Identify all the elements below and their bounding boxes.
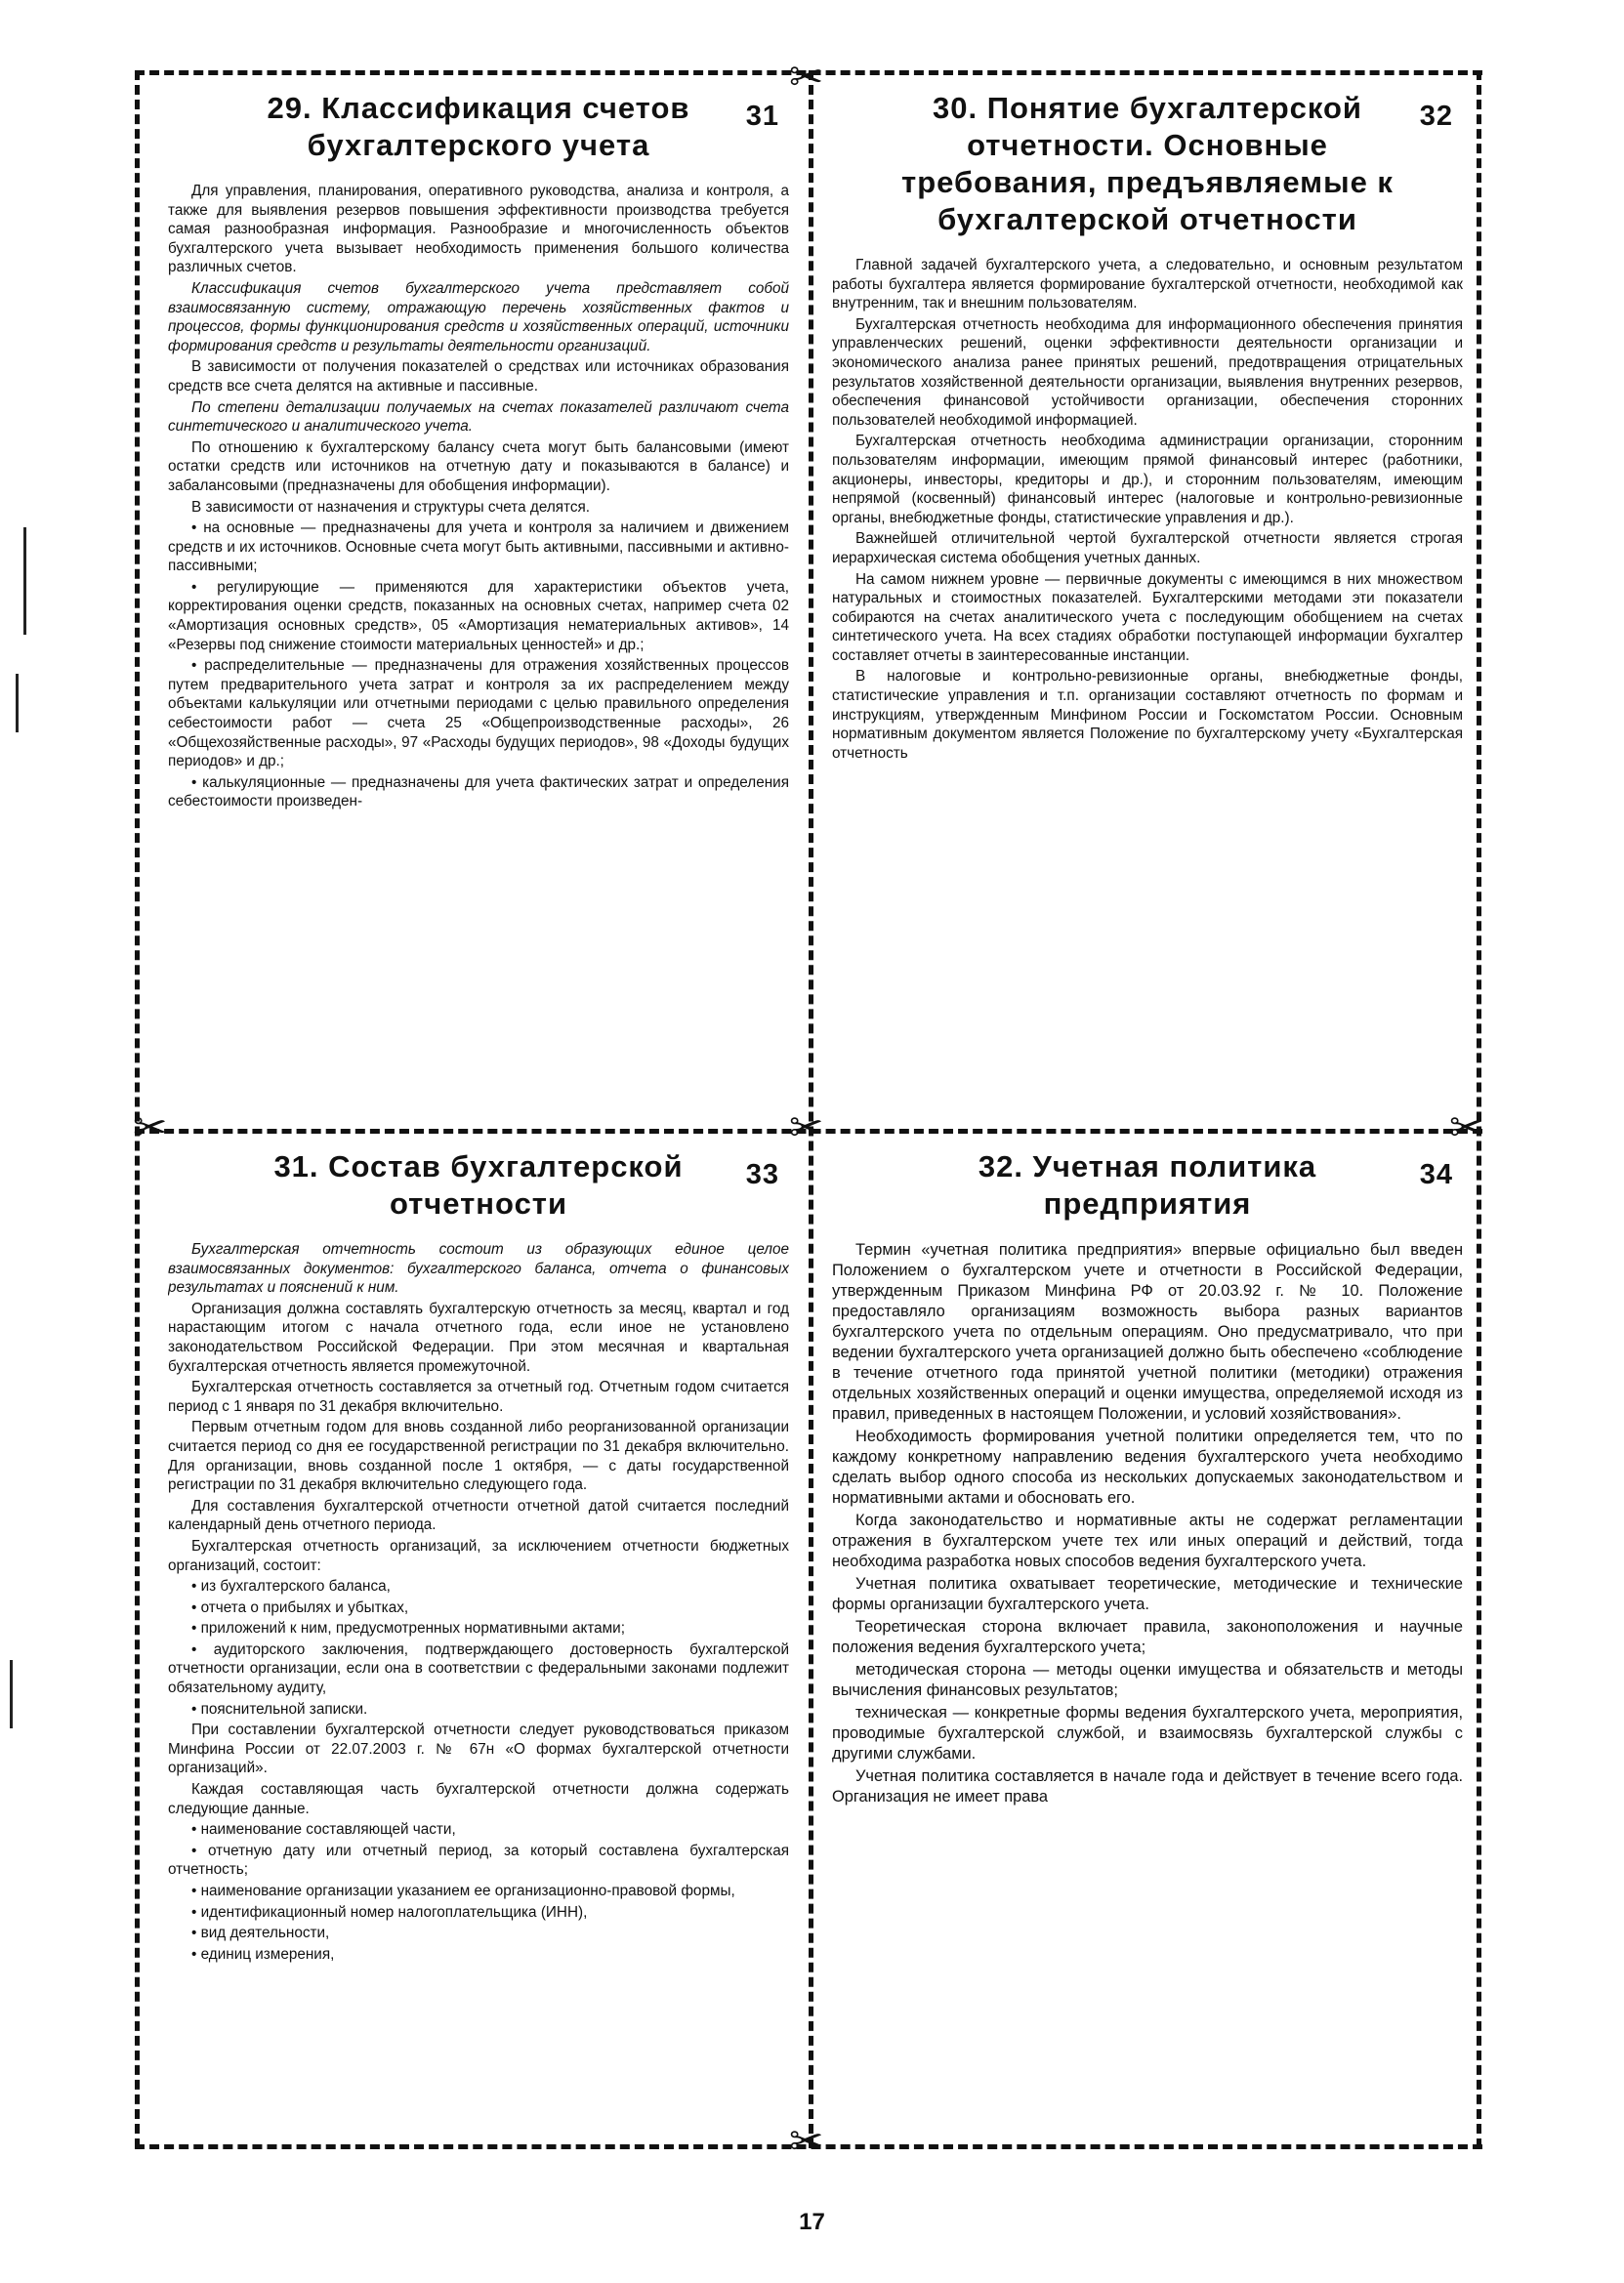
list-item: • идентификационный номер налогоплательщика (ИНН), [191,1903,588,1921]
scan-smudge [23,527,26,635]
list-item: • наименование организации указанием ее организационно-правовой формы, [191,1883,735,1899]
paragraph: Для управления, планирования, оперативного руководства, анализа и контроля, а также для выявления резервов повышения эффективности производства требуется самая разнообразная информация. Разнообразие и многочисленность объектов бухгалтерского учета вызывает необходимость применения большого количества различных счетов. [168,183,789,276]
paragraph: техническая — конкретные формы ведения бухгалтерского учета, мероприятия, проводимые бухгалтерской службой, и взаимосвязь бухгалтерской службы с другими службами. [832,1704,1463,1763]
paragraph: Классификация счетов бухгалтерского учета представляет собой взаимосвязанную систему, отражающую перечень хозяйственных фактов и процессов, формы функционирования средств и хозяйственных операций, источники формирования средств и результаты деятельности организаций. [168,279,789,354]
paragraph: В зависимости от назначения и структуры счета делятся. [191,498,591,516]
card-31 [168,1148,789,2135]
paragraph: методическая сторона — методы оценки имущества и обязательств и методы вычисления финансовых результатов; [832,1661,1463,1699]
paragraph: Важнейшей отличительной чертой бухгалтерской отчетности является строгая иерархическая система обобщения учетных данных. [832,530,1463,566]
paragraph: Бухгалтерская отчетность необходима для информационного обеспечения принятия управленческих решений, оценки эффективности деятельности организации и экономического анализа ранее принятых решений, предотвращения отрицательных результатов хозяйственной деятельности организации, выявления внутренних резервов, обеспечения финансовой устойчивости организации, обеспечения сторонних пользователей необходимой информацией. [832,315,1463,429]
card-number: 34 [1419,1159,1453,1190]
card-32 [832,1148,1463,2135]
card-body [168,1240,789,1964]
paragraph: По отношению к бухгалтерскому балансу счета могут быть балансовыми (имеют остатки средств или источников на отчетную дату и показываются в балансе) и забалансовыми (предназначены для обобщения информации). [168,438,789,494]
card-title [168,1148,789,1223]
scissors-icon: ✂ [1449,1103,1484,1151]
paragraph: Для составления бухгалтерской отчетности отчетной датой считается последний календарный день отчетного периода. [168,1497,789,1534]
paragraph: Бухгалтерская отчетность необходима администрации организации, сторонним пользователям информации, имеющим прямой финансовый интерес (работники, акционеры, инвесторы, кредиторы и др.), и сторонним пользователям, имеющим непрямой (косвенный) финансовый интерес (налоговые и контрольно-ревизионные органы, внебюджетные фонды, статистические управления и др.). [832,433,1463,526]
card-body [832,256,1463,763]
card-30 [832,90,1463,1115]
list-item: • из бухгалтерского баланса, [191,1578,391,1596]
paragraph: В налоговые и контрольно-ревизионные органы, внебюджетные фонды, статистические управления и т.п. организации составляют отчетность по формам и инструкциям, утвержденным Минфином России и Госкомстатом России. Основным нормативным документом является Положение по бухгалтерскому учету «Бухгалтерская отчетность [832,668,1463,762]
scissors-icon: ✂ [789,2117,824,2165]
list-item: • аудиторского заключения, подтверждающего достоверность бухгалтерской отчетности организации, если она в соответствии с федеральными законами подлежит обязательному аудиту, [168,1640,789,1697]
paragraph: Когда законодательство и нормативные акты не содержат регламентации отражения в бухгалтерском учете тех или иных операций и действий, тогда необходима разработка новых способов ведения бухгалтерского учета. [832,1512,1463,1570]
page-number: 17 [799,2209,825,2235]
card-title-text: 29. Классификация счетов бухгалтерского учета [267,91,690,162]
card-title [832,90,1463,238]
list-item: • отчетную дату или отчетный период, за который составлена бухгалтерская отчетность; [168,1842,789,1879]
card-number: 31 [745,101,779,132]
paragraph: Бухгалтерская отчетность состоит из образующих единое целое взаимосвязанных документов: бухгалтерского баланса, отчета о финансовых результатах и пояснений к ним. [168,1241,789,1297]
list-item: • регулирующие — применяются для характеристики объектов учета, корректирования оценки средств, показанных на основных счетах, например счета 02 «Амортизация основных средств», 05 «Амортизация нематериальных активов», 14 «Резервы под снижение стоимости материальных ценностей» и др.; [168,578,789,653]
list-item: • наименование составляющей части, [191,1821,456,1839]
paragraph: Теоретическая сторона включает правила, законоположения и научные положения ведения бухгалтерского учета; [832,1618,1463,1656]
list-item: • отчета о прибылях и убытках, [191,1598,409,1616]
paragraph: Необходимость формирования учетной политики определяется тем, что по каждому конкретному направлению ведения бухгалтерского учета необходимо сделать выбор одного способа из нескольких допускаемых законодательством и нормативными актами и обосновать его. [832,1428,1463,1507]
paragraph: Бухгалтерская отчетность составляется за отчетный год. Отчетным годом считается период с 1 января по 31 декабря включительно. [168,1379,789,1415]
list-item: • распределительные — предназначены для отражения хозяйственных процессов путем предварительного учета затрат и контроля за их распределением между объектами калькуляции или отчетными периодами с целью правильного определения себестоимости работ — счета 25 «Общепроизводственные расходы», 26 «Общехозяйственные расходы», 97 «Расходы будущих периодов», 98 «Доходы будущих периодов» и др.; [168,657,789,770]
card-title [168,90,789,164]
paragraph: На самом нижнем уровне — первичные документы с имеющимся в них множеством натуральных и стоимостных показателей. Бухгалтерскими методами эти показатели собираются на счетах аналитического учета с последующим обобщением на счетах синтетического учета. На всех стадиях обработки поступающей информации бухгалтер составляет отчеты в заинтересованные инстанции. [832,570,1463,664]
scissors-icon: ✂ [789,53,824,101]
flashcard-sheet [133,53,1484,2165]
paragraph: Учетная политика охватывает теоретические, методические и технические формы организации бухгалтерского учета. [832,1575,1463,1613]
list-item: • вид деятельности, [191,1925,330,1942]
scissors-icon: ✂ [789,1103,824,1151]
card-title-text: 32. Учетная политика предприятия [978,1149,1317,1221]
paragraph: По степени детализации получаемых на счетах показателей различают счета синтетического и аналитического учета. [168,398,789,436]
list-item: • пояснительной записки. [191,1700,368,1718]
card-number: 33 [745,1159,779,1190]
card-title [832,1148,1463,1223]
card-29 [168,90,789,1115]
card-title-text: 31. Состав бухгалтерской отчетности [273,1149,684,1221]
paragraph: Учетная политика составляется в начале года и действует в течение всего года. Организация не имеет права [832,1767,1463,1806]
list-item: • приложений к ним, предусмотренных нормативными актами; [191,1620,625,1638]
list-item: • на основные — предназначены для учета и контроля за наличием и движением средств и их источников. Основные счета могут быть активными, пассивными и активно-пассивными; [168,519,789,575]
paragraph: Термин «учетная политика предприятия» впервые официально был введен Положением о бухгалтерском учете и отчетности в Российской Федерации, утвержденным Приказом Минфина РФ от 20.03.92 г. № 10. Положение предоставляло организациям возможность выбора разных вариантов бухгалтерского учета по отдельным операциям. Оно предусматривало, что при ведении бухгалтерского учета организацией должно быть обеспечено «соблюдение в течение отчетного года принятой учетной политики (методики) отражения отдельных хозяйственных операций и оценки имущества, определяемой исходя из правил, приведенных в настоящем Положении, и условий хозяйствования». [832,1241,1463,1423]
paragraph: Главной задачей бухгалтерского учета, а следовательно, и основным результатом работы бухгалтера является формирование бухгалтерской отчетности, необходимой как внутренним, так и внешним пользователям. [832,257,1463,312]
paragraph: В зависимости от получения показателей о средствах или источниках образования средств все счета делятся на активные и пассивные. [168,358,789,394]
paragraph: Организация должна составлять бухгалтерскую отчетность за месяц, квартал и год нарастающим итогом с начала отчетного года, если иное не установлено законодательством Российской Федерации. При этом месячная и квартальная бухгалтерская отчетность является промежуточной. [168,1300,789,1375]
card-body [832,1240,1463,1807]
paragraph: Бухгалтерская отчетность организаций, за исключением отчетности бюджетных организаций, состоит: [168,1537,789,1574]
list-item: • калькуляционные — предназначены для учета фактических затрат и определения себестоимости произведен- [168,773,789,810]
paragraph: Каждая составляющая часть бухгалтерской отчетности должна содержать следующие данные. [168,1781,789,1817]
card-title-text: 30. Понятие бухгалтерской отчетности. Основные требования, предъявляемые к бухгалтерской отчетности [901,91,1394,236]
paragraph: При составлении бухгалтерской отчетности следует руководствоваться приказом Минфина России от 22.07.2003 г. № 67н «О формах бухгалтерской отчетности организаций». [168,1722,789,1777]
card-number: 32 [1419,101,1453,132]
card-body [168,182,789,811]
scan-smudge [10,1660,13,1728]
paragraph: Первым отчетным годом для вновь созданной либо реорганизованной организации считается период со дня ее государственной регистрации по 31 декабря включительно. Для организации, вновь созданной после 1 октября, — с даты государственной регистрации по 31 декабря включительно следующего года. [168,1419,789,1494]
scissors-icon: ✂ [133,1103,168,1151]
scan-smudge [16,674,19,732]
list-item: • единиц измерения, [191,1945,335,1963]
